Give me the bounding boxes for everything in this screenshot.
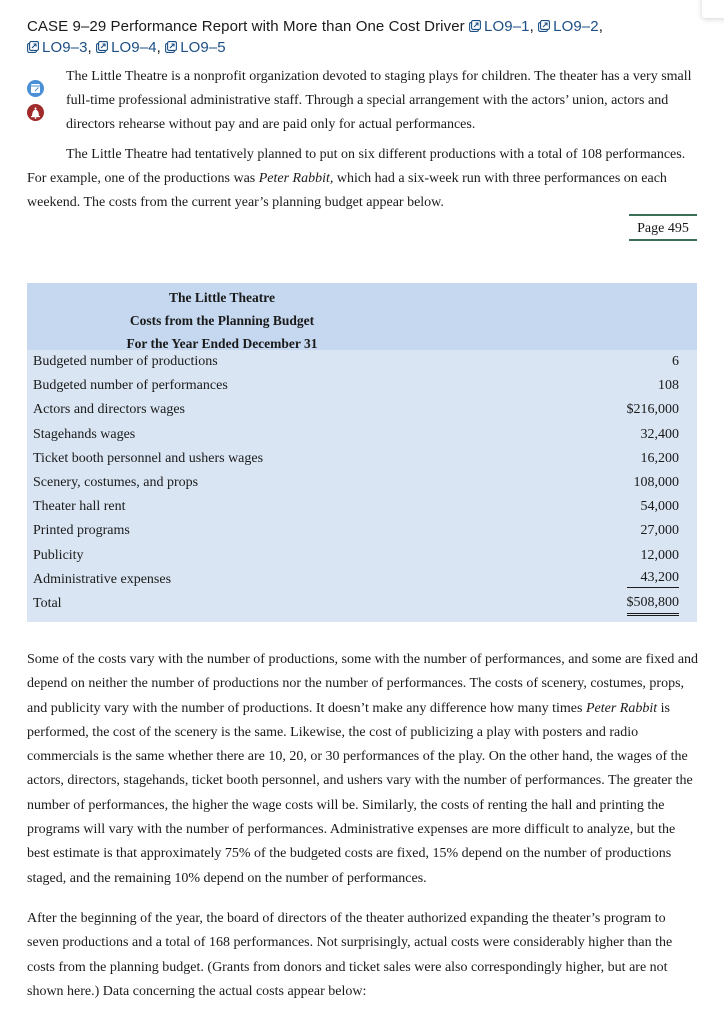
table-row: Budgeted number of productions 6 [33,354,679,369]
table-row: Publicity 12,000 [33,547,679,563]
table-row: Scenery, costumes, and props 108,000 [33,474,679,490]
page-marker: Page 495 [629,214,697,241]
external-link-icon [469,20,481,32]
case-title-text: CASE 9–29 Performance Report with More than One Cost Driver [27,18,465,35]
table-row: Actors and directors wages $216,000 [33,402,679,418]
lo-link-2[interactable]: LO9–2 [538,18,599,35]
external-link-icon [165,41,177,53]
intro-paragraph-2: The Little Theatre had tentatively planned to put on six different productions with a total of 108 performances. For example, one of the productions was Peter Rabbit, which had a six-week run with three performances on each weekend. The costs from the current year’s planning budget appear below. [27,147,686,210]
total-value: $508,800 [627,594,680,616]
table-row: Ticket booth personnel and ushers wages 16,200 [33,450,679,466]
lo-link-3[interactable]: LO9–3 [27,39,88,56]
table-row: Printed programs 27,000 [33,523,679,539]
subtotal-underlined-value: 43,200 [627,568,680,588]
note-icon[interactable] [27,80,44,97]
play-title: Peter Rabbit, [258,171,334,186]
table-title-report: Costs from the Planning Budget [129,313,315,328]
table-row: Budgeted number of performances 108 [33,378,679,394]
lo-link-5[interactable]: LO9–5 [165,39,226,56]
expansion-paragraph: After the beginning of the year, the board of directors of the theater authorized expanding the theater’s program to seven productions and a total of 168 performances. Not surprisingly, actual costs were considerably higher than the costs from the planning budget. (Grants from donors and ticket sales were also correspondingly higher, but are not shown here.) Data concerning the actual costs appear below: [27,911,673,999]
lo-link-1[interactable]: LO9–1 [469,18,530,35]
table-row: Stagehands wages 32,400 [33,426,679,442]
alert-bell-icon[interactable] [27,104,44,121]
play-title: Peter Rabbit [585,700,658,716]
intro-paragraph-1: The Little Theatre is a nonprofit organization devoted to staging plays for children. The theater has a very small full-time professional administrative staff. Through a special arrangement with the actors’ union, actors and directors rehearse without pay and are paid only for actual performances. [66,69,692,132]
external-link-icon [96,41,108,53]
table-row: Administrative expenses 43,200 [33,569,679,587]
table-total-row: Total $508,800 [27,592,697,622]
table-title-period: For the Year Ended December 31 [126,336,318,351]
lo-link-4[interactable]: LO9–4 [96,39,157,56]
table-header [27,283,697,350]
external-link-icon [27,41,39,53]
table-title-company: The Little Theatre [169,290,275,305]
external-link-icon [538,20,550,32]
table-row: Theater hall rent 54,000 [33,499,679,515]
planning-budget-table [27,283,697,622]
side-icons [27,80,45,128]
case-heading: CASE 9–29 Performance Report with More than One Cost Driver LO9–1, LO9–2, LO9–3, LO9–4, LO9–5 [27,18,603,56]
cost-behavior-paragraph: Some of the costs vary with the number of productions, some with the number of performances, and some are fixed and depend on neither the number of productions nor the number of performances. The costs of scenery, costumes, props, and publicity vary with the number of productions. It doesn’t make any difference how many times Peter Rabbit is performed, the cost of the scenery is the same. Likewise, the cost of publicizing a play with posters and radio commercials is the same whether there are 10, 20, or 30 performances of the play. On the other hand, the wages of the actors, directors, stagehands, ticket booth personnel, and ushers vary with the number of performances. The greater the number of performances, the higher the wage costs will be. Similarly, the costs of renting the hall and printing the programs will vary with the number of performances. Administrative expenses are more difficult to analyze, but the best estimate is that approximately 75% of the budgeted costs are fixed, 15% depend on the number of productions staged, and the remaining 10% depend on the number of performances. [27,652,699,886]
